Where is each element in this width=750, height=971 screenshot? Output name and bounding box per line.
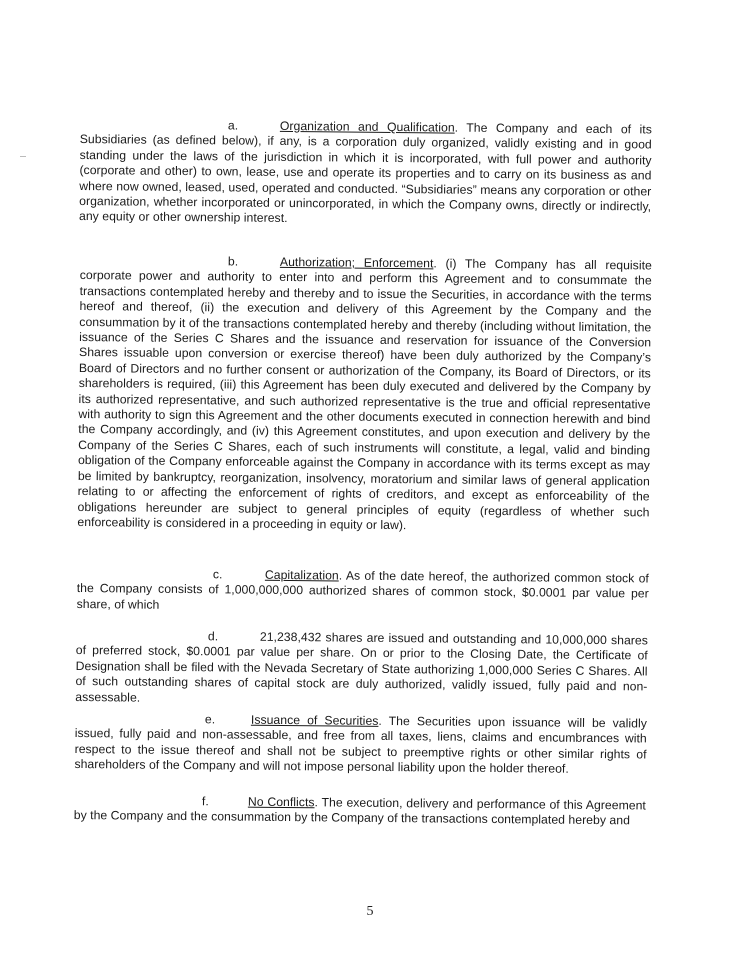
section-b (77, 253, 652, 536)
section-c-body: . As of the date hereof, the authorized common stock of the Company consists of 1,000,000,000 authorized shares of common stock, $0.0001 par value per share, of which (76, 568, 649, 612)
section-b-label: b. (227, 254, 239, 269)
section-f-label: f. (201, 794, 209, 809)
section-e-label: e. (204, 712, 216, 727)
margin-mark (20, 156, 26, 157)
section-a-label: a. (227, 118, 239, 133)
section-f-body: . The execution, delivery and performance of this Agreement by the Company and the consummation by the Company of the transactions contemplated hereby and (73, 795, 646, 828)
section-c (77, 566, 649, 618)
section-a-body: . The Company and each of its Subsidiaries (as defined below), if any, is a corporation duly organized, validly existing and in good standing under the laws of the jurisdiction in which it is incorporated, with full power and authority (corporate and other) to own, lease, use and operate its properties and to carry on its business as and where now owned, leased, used, operated and conducted. “Subsidiaries” means any corporation or other organization, whether incorporated or unincorporated, in which the Company owns, directly or indirectly, any equity or other ownership interest. (78, 120, 652, 226)
section-e-body: . The Securities upon issuance will be validly issued, fully paid and non-assessable, and free from all taxes, liens, claims and encumbrances with respect to the issue thereof and shall not be subject to preemptive rights or other similar rights of shareholders of the Company and will not impose personal liability upon the holder thereof. (74, 713, 647, 776)
section-e-heading: Issuance of Securities (250, 712, 379, 728)
section-d (75, 628, 648, 711)
section-d-label: d. (207, 629, 219, 644)
section-d-body: 21,238,432 shares are issued and outstanding and 10,000,000 shares of preferred stock, $0.0001 par value per share. On or prior to the Closing Date, the Certificate of Designation shall be filed with the Nevada Secretary of State authorizing 1,000,000 Series C Shares. All of such outstanding shares of capital stock are duly authorized, validly issued, fully paid and non-assessable. (75, 629, 648, 705)
section-a (79, 117, 652, 230)
section-c-label: c. (212, 567, 223, 582)
section-a-heading: Organization and Qualification (279, 118, 455, 135)
section-e (74, 711, 647, 778)
section-b-body: . (i) The Company has all requisite corporate power and authority to enter into and perform this Agreement and to consummate the transactions contemplated hereby and thereby and to issue the Securities, in accordance with the terms hereof and thereof, (ii) the execution and delivery of this Agreement by the Company and the consummation by it of the transactions contemplated hereby and thereby (including without limitation, the issuance of the Series C Shares and the issuance and reservation for issuance of the Conversion Shares issuable upon conversion or exercise thereof) have been duly authorized by the Company’s Board of Directors and no further consent or authorization of the Company, its Board of Directors, or its shareholders is required, (iii) this Agreement has been duly executed and delivered by the Company by its authorized representative, and such authorized representative is the true and official representative with authority to sign this Agreement and the other documents executed in connection herewith and bind the Company accordingly, and (iv) this Agreement constitutes, and upon execution and delivery by the Company of the Series C Shares, each of such instruments will constitute, a legal, valid and binding obligation of the Company enforceable against the Company in accordance with its terms except as may be limited by bankruptcy, reorganization, insolvency, moratorium and similar laws of general application relating to or affecting the enforcement of rights of creditors, and except as enforceability of the obligations hereunder are subject to general principles of equity (regardless of whether such enforceability is considered in a proceeding in equity or law). (77, 256, 652, 533)
section-b-heading: Authorization; Enforcement (279, 254, 434, 271)
section-c-heading: Capitalization (264, 567, 339, 583)
section-f (74, 793, 646, 829)
section-f-heading: No Conflicts (247, 794, 315, 810)
page-number: 5 (366, 904, 374, 919)
